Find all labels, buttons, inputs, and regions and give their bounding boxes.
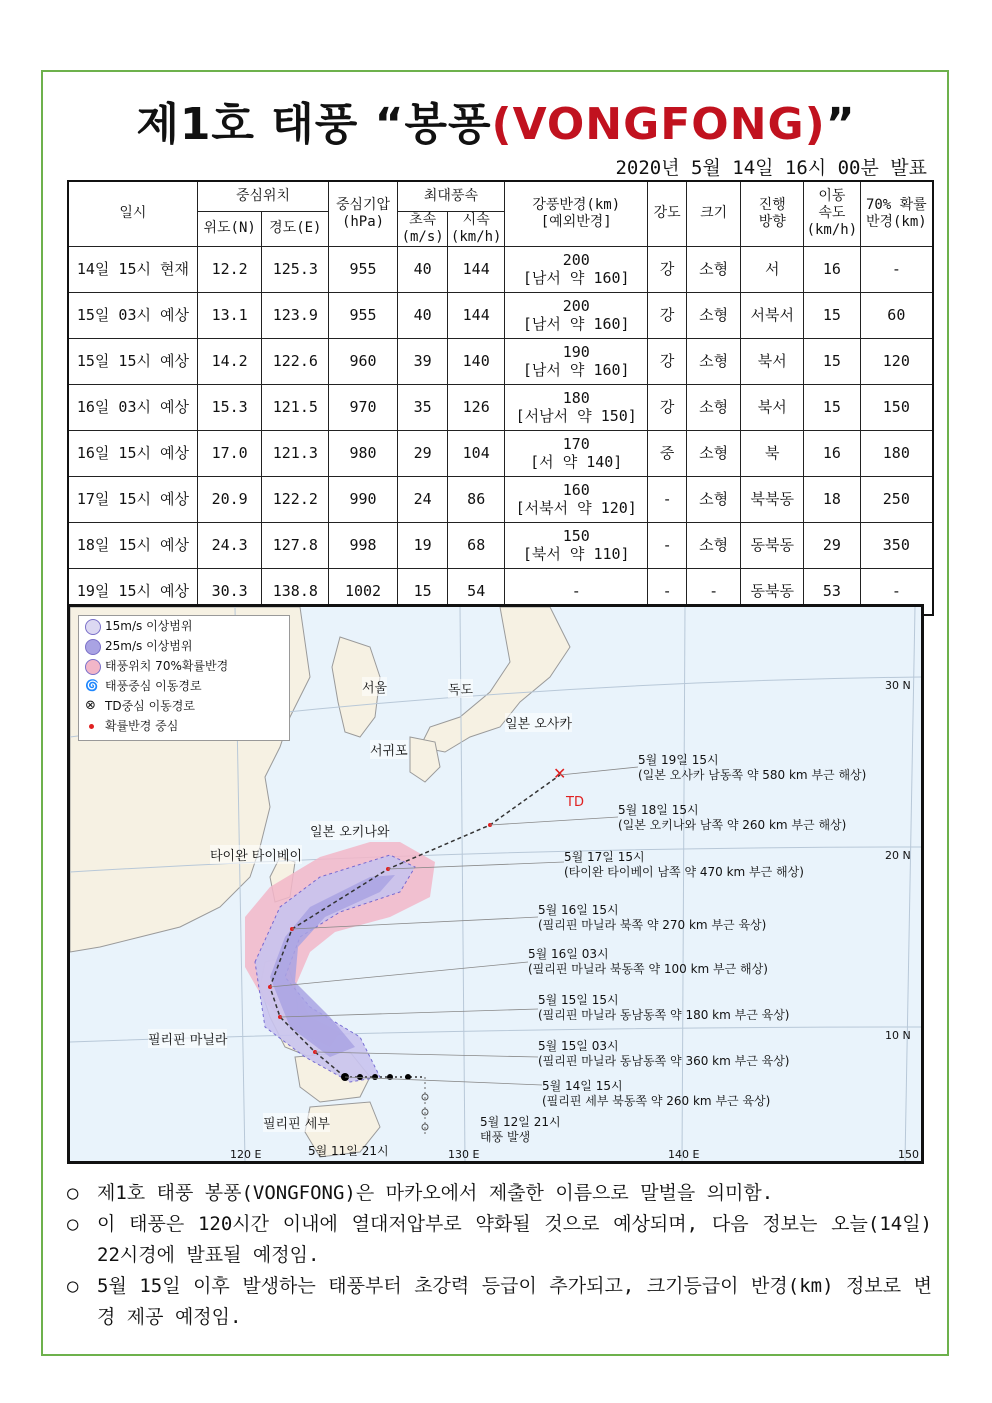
cell-size: 소형 — [686, 430, 741, 476]
header-speed: 이동 속도 (km/h) — [804, 181, 861, 246]
cell-intensity: - — [648, 522, 686, 568]
cell-speed: 53 — [804, 568, 861, 615]
cell-size: 소형 — [686, 522, 741, 568]
cell-time: 14일 15시 현재 — [68, 246, 197, 292]
track-annotation: 5월 19일 15시 (일본 오사카 남동쪽 약 580 km 부근 해상) — [638, 753, 867, 782]
grid-lat20: 20 N — [885, 849, 911, 862]
cell-size: 소형 — [686, 476, 741, 522]
cell-lon: 121.5 — [262, 384, 329, 430]
cell-direction: 동북동 — [741, 522, 804, 568]
cell-pressure: 1002 — [329, 568, 398, 615]
table-row — [68, 476, 933, 522]
cell-pressure: 970 — [329, 384, 398, 430]
td-marker: ✕ — [553, 764, 567, 783]
bullet-icon: ○ — [67, 1182, 79, 1204]
cell-kmh: 54 — [448, 568, 505, 615]
header-maxwind: 최대풍속 — [397, 181, 504, 211]
cell-lat: 12.2 — [197, 246, 262, 292]
cell-ms: 15 — [397, 568, 448, 615]
issued-time: 2020년 5월 14일 16시 00분 발표 — [615, 157, 927, 179]
place-okinawa: 일본 오키나와 — [310, 821, 389, 840]
cell-intensity: 강 — [648, 338, 686, 384]
cell-ms: 29 — [397, 430, 448, 476]
grid-lon130: 130 E — [448, 1148, 480, 1161]
table-row — [68, 338, 933, 384]
place-dokdo: 독도 — [448, 679, 473, 698]
cell-speed: 18 — [804, 476, 861, 522]
header-radius: 강풍반경(km) [예외반경] — [505, 181, 648, 246]
header-direction: 진행 방향 — [741, 181, 804, 246]
cell-intensity: 강 — [648, 246, 686, 292]
cell-direction: 북 — [741, 430, 804, 476]
bullet-icon: ○ — [67, 1275, 79, 1297]
cell-speed: 16 — [804, 430, 861, 476]
track-annotation: 5월 18일 15시 (일본 오키나와 남쪽 약 260 km 부근 해상) — [618, 803, 847, 832]
header-kmh: 시속 (km/h) — [448, 211, 505, 246]
cell-lon: 122.6 — [262, 338, 329, 384]
cell-lon: 125.3 — [262, 246, 329, 292]
td-label: TD — [566, 795, 584, 810]
grid-lon120: 120 E — [230, 1148, 262, 1161]
legend-swatch-icon — [89, 724, 94, 729]
cell-kmh: 144 — [448, 292, 505, 338]
cell-pressure: 998 — [329, 522, 398, 568]
cell-direction: 서 — [741, 246, 804, 292]
cell-time: 16일 15시 예상 — [68, 430, 197, 476]
track-annotation: 5월 15일 03시 (필리핀 마닐라 동남동쪽 약 360 km 부근 육상) — [538, 1039, 790, 1068]
cell-ms: 40 — [397, 292, 448, 338]
cell-lat: 15.3 — [197, 384, 262, 430]
forecast-table — [67, 180, 934, 616]
cell-time: 19일 15시 예상 — [68, 568, 197, 615]
track-map — [67, 604, 924, 1164]
header-time: 일시 — [68, 181, 197, 246]
track-annotation: 5월 16일 03시 (필리핀 마닐라 북동쪽 약 100 km 부근 해상) — [528, 947, 768, 976]
cell-direction: 북북동 — [741, 476, 804, 522]
cell-lon: 122.2 — [262, 476, 329, 522]
bullet-icon: ○ — [67, 1213, 79, 1235]
cell-lat: 24.3 — [197, 522, 262, 568]
cell-size: 소형 — [686, 292, 741, 338]
legend-swatch-icon: ⊗ — [85, 698, 96, 713]
cell-size: 소형 — [686, 246, 741, 292]
cell-size: 소형 — [686, 338, 741, 384]
place-seogwipo: 서귀포 — [370, 740, 408, 759]
cell-radius: 170 [서 약 140] — [505, 430, 648, 476]
header-size: 크기 — [686, 181, 741, 246]
grid-lon140: 140 E — [668, 1148, 700, 1161]
place-cebu: 필리핀 세부 — [263, 1113, 330, 1132]
track-annotation: 5월 17일 15시 (타이완 타이베이 남쪽 약 470 km 부근 해상) — [564, 850, 804, 879]
place-manila: 필리핀 마닐라 — [148, 1029, 227, 1048]
notes — [67, 1178, 932, 1333]
cell-intensity: - — [648, 476, 686, 522]
cell-kmh: 68 — [448, 522, 505, 568]
table-row — [68, 384, 933, 430]
legend-item: 확률반경 중심 — [79, 716, 289, 736]
cell-ms: 19 — [397, 522, 448, 568]
cell-time: 15일 03시 예상 — [68, 292, 197, 338]
header-intensity: 강도 — [648, 181, 686, 246]
cell-intensity: 강 — [648, 384, 686, 430]
cell-speed: 29 — [804, 522, 861, 568]
cell-ms: 40 — [397, 246, 448, 292]
cell-pressure: 960 — [329, 338, 398, 384]
cell-lat: 14.2 — [197, 338, 262, 384]
cell-speed: 15 — [804, 292, 861, 338]
cell-radius: 200 [남서 약 160] — [505, 246, 648, 292]
cell-ms: 35 — [397, 384, 448, 430]
cell-prob: 60 — [860, 292, 933, 338]
cell-lat: 30.3 — [197, 568, 262, 615]
header-pressure: 중심기압 (hPa) — [329, 181, 398, 246]
cell-kmh: 126 — [448, 384, 505, 430]
header-center: 중심위치 — [197, 181, 328, 211]
place-taipei: 타이완 타이베이 — [210, 845, 302, 864]
cell-pressure: 955 — [329, 246, 398, 292]
cell-prob: 250 — [860, 476, 933, 522]
header-lon: 경도(E) — [262, 211, 329, 246]
cell-direction: 북서 — [741, 338, 804, 384]
grid-lat10: 10 N — [885, 1029, 911, 1042]
cell-speed: 16 — [804, 246, 861, 292]
grid-lon150: 150 — [898, 1148, 919, 1161]
origin2-annotation: 5월 11일 21시 — [308, 1144, 389, 1158]
cell-speed: 15 — [804, 338, 861, 384]
cell-kmh: 104 — [448, 430, 505, 476]
cell-lat: 20.9 — [197, 476, 262, 522]
track-annotation: 5월 15일 15시 (필리핀 마닐라 동남동쪽 약 180 km 부근 육상) — [538, 993, 790, 1022]
table-row — [68, 246, 933, 292]
cell-direction: 동북동 — [741, 568, 804, 615]
table-row — [68, 292, 933, 338]
cell-ms: 24 — [397, 476, 448, 522]
cell-pressure: 955 — [329, 292, 398, 338]
legend-item: 25m/s 이상범위 — [79, 636, 289, 656]
cell-lat: 13.1 — [197, 292, 262, 338]
cell-kmh: 144 — [448, 246, 505, 292]
cell-prob: 150 — [860, 384, 933, 430]
cell-intensity: 중 — [648, 430, 686, 476]
cell-size: 소형 — [686, 384, 741, 430]
cell-kmh: 86 — [448, 476, 505, 522]
cell-size: - — [686, 568, 741, 615]
cell-speed: 15 — [804, 384, 861, 430]
cell-direction: 서북서 — [741, 292, 804, 338]
table-row — [68, 430, 933, 476]
place-seoul: 서울 — [362, 677, 387, 696]
cell-radius: 160 [서북서 약 120] — [505, 476, 648, 522]
legend-item: 🌀 태풍중심 이동경로 — [85, 679, 202, 693]
track-annotation: 5월 16일 15시 (필리핀 마닐라 북쪽 약 270 km 부근 육상) — [538, 903, 767, 932]
cell-prob: 180 — [860, 430, 933, 476]
cell-pressure: 990 — [329, 476, 398, 522]
cell-lon: 138.8 — [262, 568, 329, 615]
cell-intensity: 강 — [648, 292, 686, 338]
legend-swatch-icon: 🌀 — [85, 679, 99, 692]
cell-lon: 127.8 — [262, 522, 329, 568]
note-item: ○ 5월 15일 이후 발생하는 태풍부터 초강력 등급이 추가되고, 크기등급이 반경(km) 정보로 변경 제공 예정임. — [67, 1271, 932, 1333]
cell-time: 16일 03시 예상 — [68, 384, 197, 430]
cell-prob: 350 — [860, 522, 933, 568]
legend-swatch-icon — [85, 639, 101, 655]
grid-lat30: 30 N — [885, 679, 911, 692]
cell-lat: 17.0 — [197, 430, 262, 476]
legend-swatch-icon — [85, 619, 101, 635]
land-kyushu — [410, 737, 440, 782]
page-title: 제1호 태풍 “봉퐁(VONGFONG)” — [136, 99, 856, 150]
cell-time: 17일 15시 예상 — [68, 476, 197, 522]
cell-lon: 121.3 — [262, 430, 329, 476]
origin-annotation: 5월 12일 21시 태풍 발생 — [480, 1115, 561, 1144]
legend-swatch-icon — [85, 659, 101, 675]
track-annotation: 5월 14일 15시 (필리핀 세부 북동쪽 약 260 km 부근 육상) — [542, 1079, 771, 1108]
cell-kmh: 140 — [448, 338, 505, 384]
cell-prob: - — [860, 568, 933, 615]
cell-radius: 180 [서남서 약 150] — [505, 384, 648, 430]
cell-time: 18일 15시 예상 — [68, 522, 197, 568]
cell-intensity: - — [648, 568, 686, 615]
table-row — [68, 522, 933, 568]
cell-prob: 120 — [860, 338, 933, 384]
cell-direction: 북서 — [741, 384, 804, 430]
cell-radius: 200 [남서 약 160] — [505, 292, 648, 338]
note-item: ○ 이 태풍은 120시간 이내에 열대저압부로 약화될 것으로 예상되며, 다음 정보는 오늘(14일) 22시경에 발표될 예정임. — [67, 1209, 932, 1271]
note-item: ○ 제1호 태풍 봉퐁(VONGFONG)은 마카오에서 제출한 이름으로 말벌을 의미함. — [67, 1178, 932, 1209]
cell-ms: 39 — [397, 338, 448, 384]
cell-time: 15일 15시 예상 — [68, 338, 197, 384]
legend-item: 15m/s 이상범위 — [79, 616, 289, 636]
place-osaka: 일본 오사카 — [505, 713, 572, 732]
cell-radius: - — [505, 568, 648, 615]
typhoon-name-en: (VONGFONG) — [491, 99, 826, 150]
cell-radius: 150 [북서 약 110] — [505, 522, 648, 568]
header-lat: 위도(N) — [197, 211, 262, 246]
map-legend — [78, 615, 290, 741]
header-ms: 초속 (m/s) — [397, 211, 448, 246]
cell-prob: - — [860, 246, 933, 292]
legend-item: 태풍위치 70%확률반경 — [79, 656, 289, 676]
header-prob: 70% 확률 반경(km) — [860, 181, 933, 246]
legend-item: ⊗ TD중심 이동경로 — [85, 698, 195, 713]
cell-radius: 190 [남서 약 160] — [505, 338, 648, 384]
cell-pressure: 980 — [329, 430, 398, 476]
cell-lon: 123.9 — [262, 292, 329, 338]
